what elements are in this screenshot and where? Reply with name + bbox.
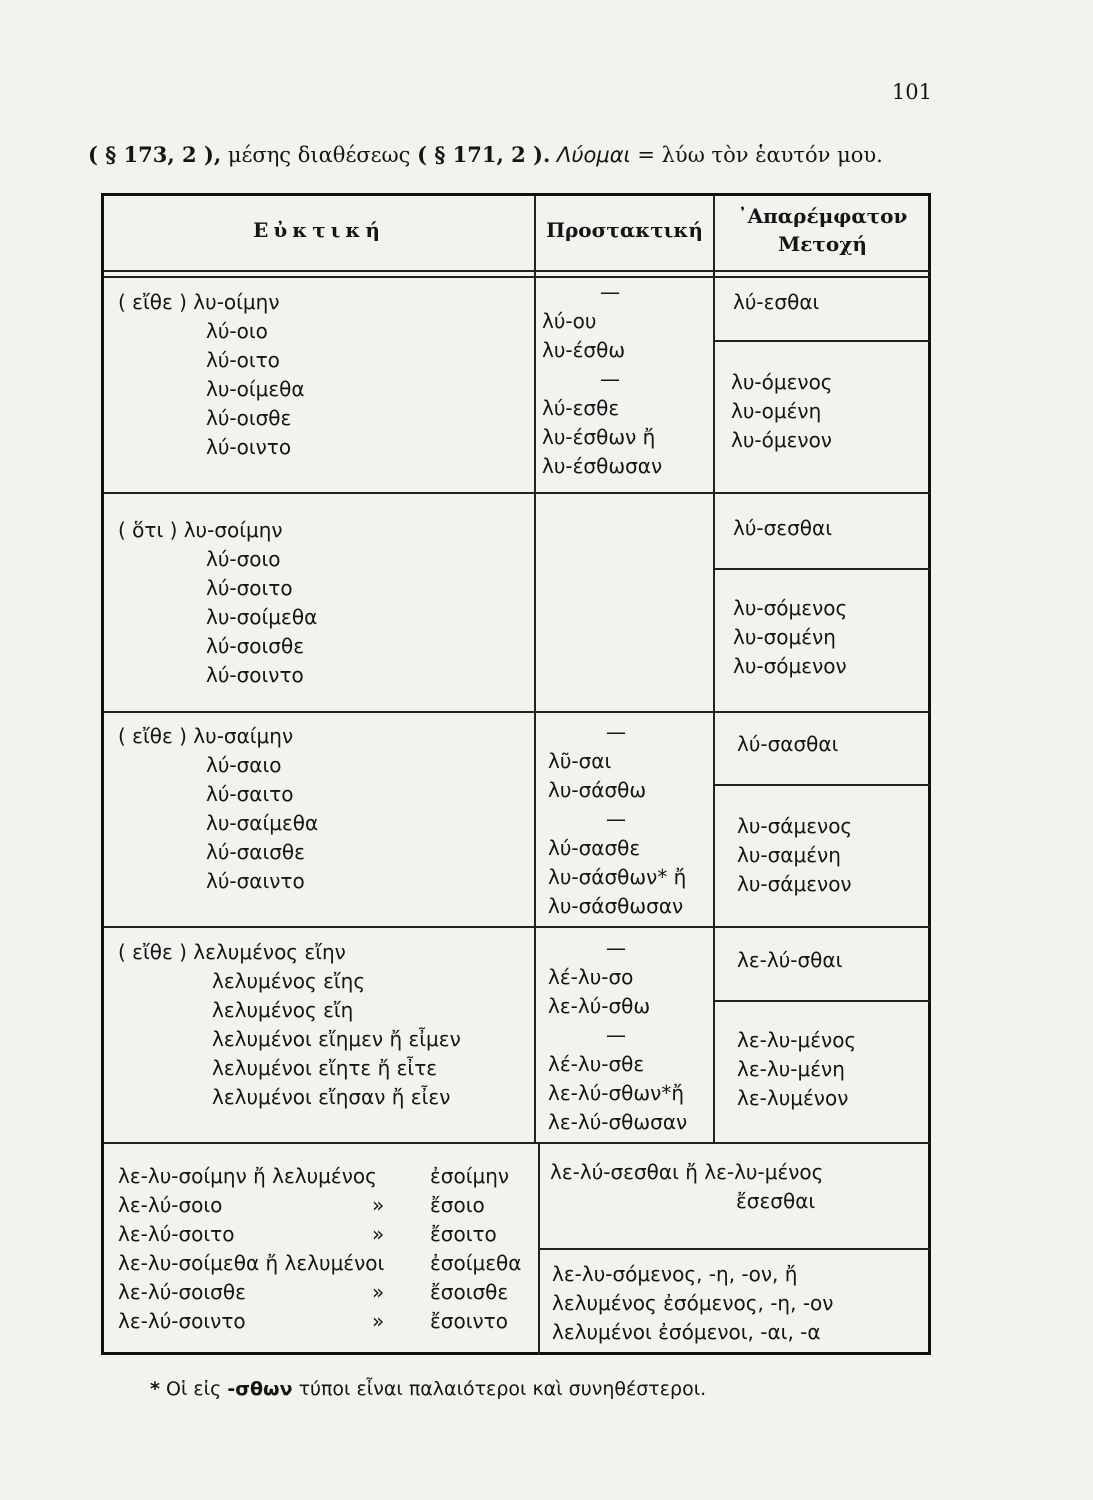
ditto-mark: » bbox=[372, 1193, 385, 1217]
form: λύ-σαιτο bbox=[206, 782, 294, 806]
form: λυ-οίμεθα bbox=[206, 377, 305, 401]
participle-perfect bbox=[737, 1026, 856, 1113]
form: — bbox=[606, 936, 626, 960]
form: λύ-οιο bbox=[206, 319, 268, 343]
header-optative: Εὐκτική bbox=[253, 218, 385, 242]
form-aux: ἔσοιο bbox=[430, 1193, 485, 1217]
infinitive-aorist: λύ-σασθαι bbox=[737, 732, 839, 756]
footnote-pre: Οἱ εἰς bbox=[165, 1378, 222, 1400]
form: λυ-έσθω bbox=[542, 338, 626, 362]
form: λύ-σοιτο bbox=[206, 576, 293, 600]
form: λυ-σάμενον bbox=[737, 872, 852, 896]
form: λελυμένος ἐσόμενος, -η, -ον bbox=[552, 1291, 834, 1315]
ditto-mark: » bbox=[372, 1222, 385, 1246]
form: — bbox=[606, 807, 626, 831]
form: λε-λύ-σθων*ἤ bbox=[548, 1081, 684, 1105]
form: λε-λύ-σοιτο bbox=[118, 1222, 235, 1246]
header-example-gloss: = λύω τὸν ἑαυτόν μου. bbox=[637, 143, 883, 167]
form: λε-λύ-σθωσαν bbox=[548, 1110, 688, 1134]
form: λύ-σοισθε bbox=[206, 634, 305, 658]
form: λελυμένοι εἴητε ἤ εἶτε bbox=[212, 1056, 438, 1080]
header-line bbox=[88, 142, 948, 167]
form: ( εἴθε ) λελυμένος εἴην bbox=[118, 940, 346, 964]
infinitive-future-perfect bbox=[550, 1158, 823, 1216]
participle-future-perfect bbox=[552, 1260, 833, 1347]
infinitive-perfect: λε-λύ-σθαι bbox=[737, 948, 843, 972]
form: λῦ-σαι bbox=[548, 749, 612, 773]
footnote-star: * bbox=[150, 1378, 160, 1400]
form: λύ-ου bbox=[542, 309, 597, 333]
form: λύ-οισθε bbox=[206, 406, 292, 430]
form: λε-λύ-σοισθε bbox=[118, 1280, 246, 1304]
footnote-post: τύποι εἶναι παλαιότεροι καὶ συνηθέστεροι. bbox=[298, 1378, 707, 1400]
form-aux: ἐσοίμεθα bbox=[430, 1251, 522, 1275]
form: λυ-σάσθω bbox=[548, 778, 647, 802]
page-number: 101 bbox=[891, 80, 932, 104]
imperative-present bbox=[542, 278, 662, 481]
infinitive-present: λύ-εσθαι bbox=[733, 290, 820, 314]
form: — bbox=[606, 1023, 626, 1047]
optative-present bbox=[118, 288, 305, 462]
header-participle: Μετοχή bbox=[778, 232, 867, 256]
form: λε-λυ-σόμενος, -η, -ον, ἤ bbox=[552, 1262, 798, 1286]
participle-present bbox=[731, 368, 833, 455]
form: λελυμένοι ἐσόμενοι, -αι, -α bbox=[552, 1320, 821, 1344]
form: λυ-σόμενος bbox=[733, 596, 848, 620]
header-example-lemma: Λύομαι bbox=[556, 143, 631, 167]
form: λέ-λυ-σθε bbox=[548, 1052, 645, 1076]
form-aux: ἔσοιντο bbox=[430, 1309, 508, 1333]
form-aux: ἔσοιτο bbox=[430, 1222, 497, 1246]
form: λυ-όμενον bbox=[731, 428, 832, 452]
form: λε-λυμένον bbox=[737, 1086, 849, 1110]
form: λύ-σαιντο bbox=[206, 869, 305, 893]
form: λελυμένος εἴη bbox=[212, 998, 354, 1022]
optative-future-perfect bbox=[118, 1162, 534, 1336]
form: λε-λυ-σοίμην ἤ λελυμένος bbox=[118, 1164, 377, 1188]
form: λύ-εσθε bbox=[542, 396, 620, 420]
footnote bbox=[150, 1378, 950, 1400]
form: — bbox=[600, 367, 620, 391]
form: λυ-σόμενον bbox=[733, 654, 847, 678]
form: λε-λύ-σεσθαι ἤ λε-λυ-μένος bbox=[550, 1160, 824, 1184]
form: λελυμένος εἴης bbox=[212, 969, 366, 993]
optative-perfect bbox=[118, 938, 461, 1112]
header-ref1: ( § 173, 2 ), bbox=[88, 142, 222, 167]
form: λυ-έσθωσαν bbox=[542, 454, 663, 478]
form-aux: ἐσοίμην bbox=[430, 1164, 510, 1188]
form: λελυμένοι εἴησαν ἤ εἶεν bbox=[212, 1085, 451, 1109]
form: — bbox=[606, 720, 626, 744]
form: λελυμένοι εἴημεν ἤ εἶμεν bbox=[212, 1027, 461, 1051]
form: λυ-σομένη bbox=[733, 625, 836, 649]
header-word: μέσης διαθέσεως bbox=[227, 143, 411, 167]
participle-future bbox=[733, 594, 847, 681]
footnote-form: -σθων bbox=[227, 1378, 293, 1400]
form: λε-λυ-σοίμεθα ἤ λελυμένοι bbox=[118, 1251, 385, 1275]
optative-aorist bbox=[118, 722, 318, 896]
optative-future bbox=[118, 516, 317, 690]
ditto-mark: » bbox=[372, 1280, 385, 1304]
form: λυ-σάσθωσαν bbox=[548, 894, 684, 918]
form: ( ὅτι ) λυ-σοίμην bbox=[118, 518, 283, 542]
form: λε-λυ-μένη bbox=[737, 1057, 845, 1081]
participle-aorist bbox=[737, 812, 852, 899]
form-aux: ἔσοισθε bbox=[430, 1280, 509, 1304]
form: — bbox=[600, 280, 620, 304]
form: λύ-σοιντο bbox=[206, 663, 304, 687]
form: λύ-σαισθε bbox=[206, 840, 305, 864]
form: λε-λύ-σοιο bbox=[118, 1193, 223, 1217]
form: λύ-οιντο bbox=[206, 435, 292, 459]
form: λε-λυ-μένος bbox=[737, 1028, 857, 1052]
form: λυ-σοίμεθα bbox=[206, 605, 318, 629]
header-ref2: ( § 171, 2 ). bbox=[417, 142, 551, 167]
form: ( εἴθε ) λυ-σαίμην bbox=[118, 724, 294, 748]
header-imperative: Προστακτική bbox=[546, 218, 703, 242]
form: λυ-σαίμεθα bbox=[206, 811, 319, 835]
form: λε-λύ-σθω bbox=[548, 994, 651, 1018]
ditto-mark: » bbox=[372, 1309, 385, 1333]
form: λυ-σαμένη bbox=[737, 843, 841, 867]
form: λυ-όμενος bbox=[731, 370, 833, 394]
form: λυ-σάμενος bbox=[737, 814, 853, 838]
form: λυ-σάσθων* ἤ bbox=[548, 865, 687, 889]
imperative-aorist bbox=[548, 718, 686, 921]
form: λύ-οιτο bbox=[206, 348, 280, 372]
conjugation-table bbox=[101, 193, 931, 1355]
form: λύ-σαιο bbox=[206, 753, 282, 777]
form: λε-λύ-σοιντο bbox=[118, 1309, 246, 1333]
infinitive-future: λύ-σεσθαι bbox=[733, 516, 832, 540]
header-infinitive: ᾿Απαρέμφατον bbox=[737, 204, 908, 228]
imperative-perfect bbox=[548, 934, 687, 1137]
form: λέ-λυ-σο bbox=[548, 965, 634, 989]
form: λυ-ομένη bbox=[731, 399, 822, 423]
form: ἔσεσθαι bbox=[736, 1189, 816, 1213]
form: λυ-έσθων ἤ bbox=[542, 425, 656, 449]
form: ( εἴθε ) λυ-οίμην bbox=[118, 290, 280, 314]
form: λύ-σασθε bbox=[548, 836, 641, 860]
form: λύ-σοιο bbox=[206, 547, 281, 571]
